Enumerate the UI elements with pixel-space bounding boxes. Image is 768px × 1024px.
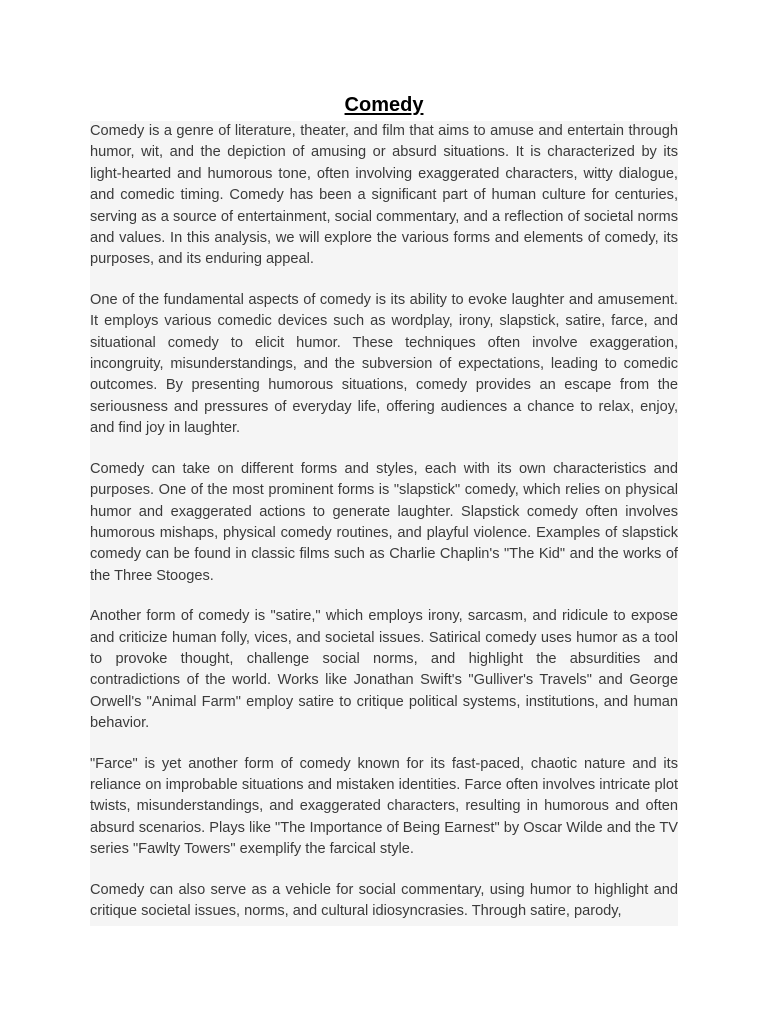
paragraph-satire: Another form of comedy is "satire," which employs irony, sarcasm, and ridicule to expose and criticize human folly, vices, and societal issues. Satirical comedy uses humor as a tool to provoke thought, challenge social norms, and highlight the absurdities and contradictions of the world. Works like Jonathan Swift's "Gulliver's Travels" and George Orwell's "Animal Farm" employ satire to critique political systems, institutions, and human behavior. xyxy=(90,608,678,732)
paragraph-social-commentary: Comedy can also serve as a vehicle for social commentary, using humor to highlight and critique societal issues, norms, and cultural idiosyncrasies. Through satire, parody, xyxy=(90,881,678,919)
paragraph-farce: "Farce" is yet another form of comedy known for its fast-paced, chaotic nature and its reliance on improbable situations and mistaken identities. Farce often involves intricate plot twists, misunderstandings, and exaggerated characters, resulting in humorous and often absurd scenarios. Plays like "The Importance of Being Earnest" by Oscar Wilde and the TV series "Fawlty Towers" exemplify the farcical style. xyxy=(90,755,678,858)
paragraph-slapstick: Comedy can take on different forms and styles, each with its own characteristics and purposes. One of the most prominent forms is "slapstick" comedy, which relies on physical humor and exaggerated actions to generate laughter. Slapstick comedy often involves humorous mishaps, physical comedy routines, and playful violence. Examples of slapstick comedy can be found in classic films such as Charlie Chaplin's "The Kid" and the works of the Three Stooges. xyxy=(90,460,678,584)
paragraph-intro: Comedy is a genre of literature, theater, and film that aims to amuse and entertain through humor, wit, and the depiction of amusing or absurd situations. It is characterized by its light-hearted and humorous tone, often involving exaggerated characters, witty dialogue, and comedic timing. Comedy has been a significant part of human culture for centuries, serving as a source of entertainment, social commentary, and a reflection of societal norms and values. In this analysis, we will explore the various forms and elements of comedy, its purposes, and its enduring appeal. xyxy=(90,123,678,268)
paragraph-laughter: One of the fundamental aspects of comedy is its ability to evoke laughter and amusement. It employs various comedic devices such as wordplay, irony, slapstick, satire, farce, and situational comedy to elicit humor. These techniques often involve exaggeration, incongruity, misunderstandings, and the subversion of expectations, leading to comedic outcomes. By presenting humorous situations, comedy provides an escape from the seriousness and pressures of everyday life, offering audiences a chance to relax, enjoy, and find joy in laughter. xyxy=(90,291,678,437)
page-title: Comedy xyxy=(344,94,424,116)
document-body xyxy=(90,121,678,926)
